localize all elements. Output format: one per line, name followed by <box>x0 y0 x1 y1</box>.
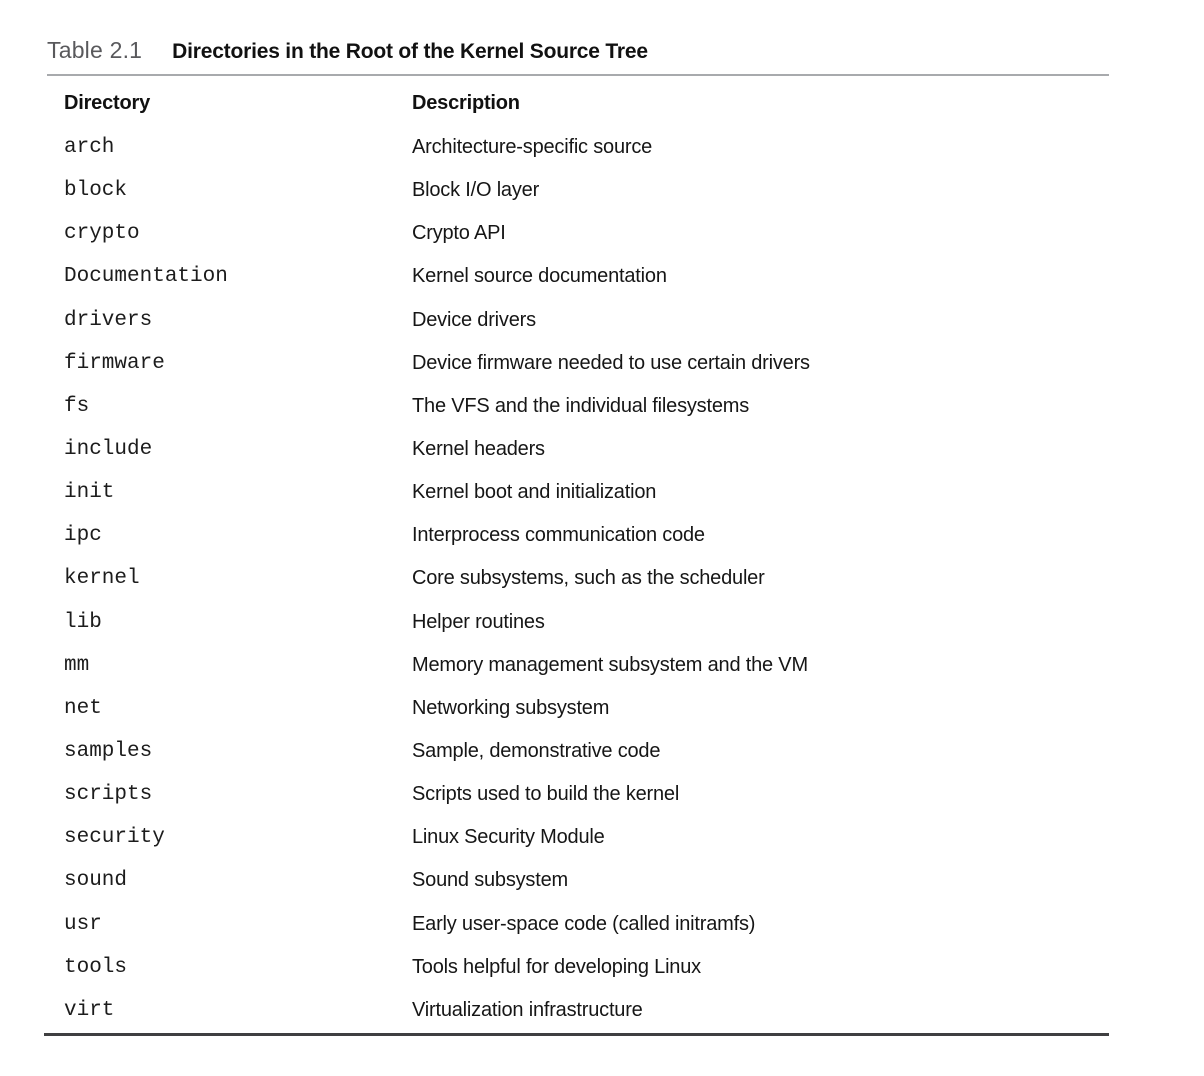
directories-table <box>64 88 1109 1032</box>
directory-name: firmware <box>64 351 165 375</box>
table-row <box>64 946 1109 989</box>
directory-name: security <box>64 826 165 850</box>
table-caption <box>47 37 648 64</box>
directory-name: scripts <box>64 783 153 807</box>
directory-name: virt <box>64 998 115 1022</box>
table-body <box>64 126 1109 1032</box>
directory-description: Kernel boot and initialization <box>412 481 657 504</box>
directory-name: samples <box>64 740 153 764</box>
directory-description: Sound subsystem <box>412 869 568 892</box>
directory-name: drivers <box>64 308 153 332</box>
table-row <box>64 126 1109 169</box>
table-row <box>64 471 1109 514</box>
table-row <box>64 169 1109 212</box>
directory-name: block <box>64 179 128 203</box>
directory-name: crypto <box>64 222 140 246</box>
directory-name: fs <box>64 394 90 418</box>
table-row <box>64 342 1109 385</box>
directory-description: Memory management subsystem and the VM <box>412 653 808 676</box>
directory-name: sound <box>64 869 128 893</box>
table-row <box>64 255 1109 298</box>
table-row <box>64 903 1109 946</box>
table-number-label: Table 2.1 <box>47 37 143 63</box>
directory-description: Kernel headers <box>412 438 545 461</box>
directory-description: Networking subsystem <box>412 696 610 719</box>
directory-name: Documentation <box>64 265 228 289</box>
table-row <box>64 601 1109 644</box>
directory-description: Device drivers <box>412 308 536 331</box>
directory-description: The VFS and the individual filesystems <box>412 394 750 417</box>
directory-description: Sample, demonstrative code <box>412 740 661 763</box>
directory-name: mm <box>64 653 90 677</box>
table-row <box>64 299 1109 342</box>
directory-name: ipc <box>64 524 102 548</box>
directory-description: Scripts used to build the kernel <box>412 783 680 806</box>
directory-description: Interprocess communication code <box>412 524 705 547</box>
table-title: Directories in the Root of the Kernel Source Tree <box>172 40 648 63</box>
directory-description: Tools helpful for developing Linux <box>412 955 701 978</box>
table-row <box>64 212 1109 255</box>
directory-name: include <box>64 438 153 462</box>
directory-name: kernel <box>64 567 140 591</box>
column-header-description: Description <box>412 91 520 114</box>
table-row <box>64 644 1109 687</box>
directory-name: net <box>64 696 102 720</box>
directory-name: usr <box>64 912 102 936</box>
top-rule <box>47 74 1109 76</box>
directory-name: lib <box>64 610 102 634</box>
bottom-rule <box>44 1033 1109 1036</box>
table-row <box>64 859 1109 902</box>
directory-description: Device firmware needed to use certain drivers <box>412 351 810 374</box>
directory-name: tools <box>64 955 128 979</box>
directory-description: Early user-space code (called initramfs) <box>412 912 756 935</box>
directory-description: Helper routines <box>412 610 545 633</box>
table-row <box>64 557 1109 600</box>
table-row <box>64 816 1109 859</box>
table-row <box>64 773 1109 816</box>
table-row <box>64 428 1109 471</box>
table-row <box>64 514 1109 557</box>
directory-name: arch <box>64 136 115 160</box>
directory-description: Crypto API <box>412 222 506 245</box>
table-row <box>64 687 1109 730</box>
column-header-directory: Directory <box>64 91 151 114</box>
directory-description: Kernel source documentation <box>412 265 667 288</box>
directory-description: Virtualization infrastructure <box>412 998 643 1021</box>
table-row <box>64 989 1109 1032</box>
table-row <box>64 730 1109 773</box>
table-row <box>64 385 1109 428</box>
directory-name: init <box>64 481 115 505</box>
directory-description: Core subsystems, such as the scheduler <box>412 567 765 590</box>
directory-description: Linux Security Module <box>412 826 605 849</box>
directory-description: Block I/O layer <box>412 179 540 202</box>
table-header-row <box>64 88 1109 118</box>
directory-description: Architecture-specific source <box>412 136 653 159</box>
